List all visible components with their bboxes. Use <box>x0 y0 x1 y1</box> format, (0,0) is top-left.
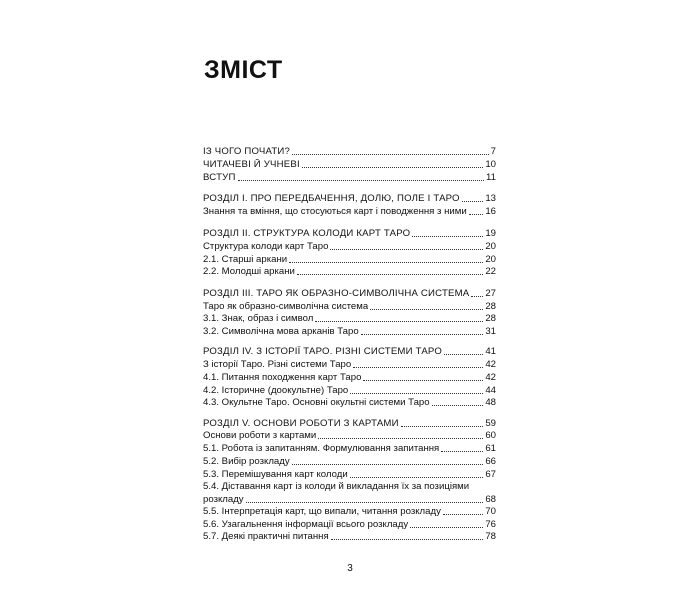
toc-entry-page: 20 <box>485 254 496 265</box>
toc-entry-title: 4.3. Окультне Таро. Основні окультні системи Таро <box>203 397 430 408</box>
toc-leader-dots <box>443 514 483 515</box>
toc-leader-dots <box>315 321 483 322</box>
toc-entry-title: РОЗДІЛ III. ТАРО ЯК ОБРАЗНО-СИМВОЛІЧНА СИСТЕМА <box>203 288 470 299</box>
toc-entry-page: 59 <box>485 418 496 429</box>
toc-entry-page: 41 <box>485 346 496 357</box>
toc-leader-dots <box>462 201 484 202</box>
toc-leader-dots <box>441 451 483 452</box>
toc-entry-title: 5.1. Робота із запитанням. Формулювання запитання <box>203 443 440 454</box>
toc-entry-title: ІЗ ЧОГО ПОЧАТИ? <box>203 146 291 157</box>
toc-entry <box>203 397 496 409</box>
toc-entry <box>203 531 496 543</box>
toc-entry <box>203 172 496 184</box>
toc-entry-page: 67 <box>485 469 496 480</box>
toc-leader-dots <box>412 236 483 237</box>
toc-entry-page: 48 <box>485 397 496 408</box>
toc-entry-page: 66 <box>485 456 496 467</box>
toc-entry-page: 60 <box>485 430 496 441</box>
toc-leader-dots <box>471 296 483 297</box>
toc-leader-dots <box>238 180 484 181</box>
toc-entry <box>203 241 496 253</box>
toc-entry-page: 78 <box>485 531 496 542</box>
toc-entry-page: 70 <box>485 506 496 517</box>
toc-entry-page: 31 <box>485 326 496 337</box>
toc-entry <box>203 469 496 481</box>
toc-leader-dots <box>330 249 483 250</box>
toc-entry-title: 4.1. Питання походження карт Таро <box>203 372 362 383</box>
toc-leader-dots <box>401 426 484 427</box>
toc-entry-page: 22 <box>485 266 496 277</box>
toc-entry-title: 5.4. Діставання карт із колоди й викладання їх за позиціями <box>203 481 470 492</box>
toc-leader-dots <box>361 334 484 335</box>
toc-entry <box>203 301 496 313</box>
toc-leader-dots <box>289 262 483 263</box>
toc-entry <box>203 359 496 371</box>
toc-entry-title: ЧИТАЧЕВІ Й УЧНЕВІ <box>203 159 300 170</box>
toc-entry-page: 27 <box>485 288 496 299</box>
toc-leader-dots <box>350 393 483 394</box>
toc-entry-title: 5.2. Вибір розкладу <box>203 456 290 467</box>
toc-entry-page: 16 <box>485 206 496 217</box>
toc-entry-page: 68 <box>485 494 496 505</box>
toc-entry <box>203 418 496 430</box>
toc-entry-page: 76 <box>485 519 496 530</box>
toc-entry <box>203 326 496 338</box>
toc-entry <box>203 430 496 442</box>
toc-entry-title: 5.7. Деякі практичні питання <box>203 531 329 542</box>
toc-entry <box>203 385 496 397</box>
toc-entry <box>203 266 496 278</box>
toc-entry-title: 5.6. Узагальнення інформації всього розкладу <box>203 519 409 530</box>
toc-entry-page: 61 <box>485 443 496 454</box>
toc-leader-dots <box>297 274 483 275</box>
toc-entry <box>203 506 496 518</box>
toc-entry-page: 42 <box>485 372 496 383</box>
toc-entry <box>203 159 496 171</box>
toc-leader-dots <box>370 309 483 310</box>
toc-entry-title: РОЗДІЛ IV. З ІСТОРІЇ ТАРО. РІЗНІ СИСТЕМИ ТАРО <box>203 346 442 357</box>
toc-leader-dots <box>246 502 484 503</box>
toc-entry <box>203 346 496 358</box>
toc-entry <box>203 313 496 325</box>
toc-entry <box>203 443 496 455</box>
toc-leader-dots <box>410 527 483 528</box>
toc-entry-title: 3.1. Знак, образ і символ <box>203 313 314 324</box>
toc-entry-page: 44 <box>485 385 496 396</box>
toc-entry <box>203 481 496 493</box>
toc-entry <box>203 146 496 158</box>
toc-entry-title: 3.2. Символічна мова арканів Таро <box>203 326 359 337</box>
toc-leader-dots <box>353 367 483 368</box>
toc-entry-page: 28 <box>485 313 496 324</box>
toc-leader-dots <box>469 214 484 215</box>
toc-leader-dots <box>331 539 484 540</box>
toc-entry-page: 19 <box>485 228 496 239</box>
toc-entry-title: ВСТУП <box>203 172 236 183</box>
toc-entry <box>203 193 496 205</box>
toc-entry-title: 4.2. Історичне (доокультне) Таро <box>203 385 349 396</box>
toc-leader-dots <box>432 405 484 406</box>
page-number: 3 <box>347 563 353 574</box>
toc-entry <box>203 254 496 266</box>
toc-entry <box>203 372 496 384</box>
toc-leader-dots <box>363 380 483 381</box>
toc-entry-title: Структура колоди карт Таро <box>203 241 329 252</box>
toc-leader-dots <box>350 477 484 478</box>
page-title: ЗМІСТ <box>204 56 283 84</box>
toc-entry-page: 13 <box>485 193 496 204</box>
toc-entry-page: 20 <box>485 241 496 252</box>
toc-entry <box>203 206 496 218</box>
toc-entry-page: 7 <box>490 146 496 157</box>
toc-entry-title: РОЗДІЛ V. ОСНОВИ РОБОТИ З КАРТАМИ <box>203 418 399 429</box>
toc-entry-page: 10 <box>485 159 496 170</box>
toc-entry-title: 2.2. Молодші аркани <box>203 266 295 277</box>
toc-leader-dots <box>318 438 483 439</box>
toc-leader-dots <box>292 154 489 155</box>
toc-entry-title: 5.5. Інтерпретація карт, що випали, читання розкладу <box>203 506 441 517</box>
toc-entry-title: РОЗДІЛ I. ПРО ПЕРЕДБАЧЕННЯ, ДОЛЮ, ПОЛЕ І ТАРО <box>203 193 460 204</box>
toc-entry-title: 2.1. Старші аркани <box>203 254 288 265</box>
toc-entry-title: розкладу <box>203 494 244 505</box>
toc-leader-dots <box>444 354 483 355</box>
toc-entry-page: 28 <box>485 301 496 312</box>
toc-entry-page: 42 <box>485 359 496 370</box>
toc-entry <box>203 519 496 531</box>
toc-entry <box>203 228 496 240</box>
toc-entry-title: РОЗДІЛ II. СТРУКТУРА КОЛОДИ КАРТ ТАРО <box>203 228 411 239</box>
toc-entry-page: 11 <box>486 172 496 183</box>
toc-entry-title: Основи роботи з картами <box>203 430 317 441</box>
toc-entry <box>203 494 496 506</box>
toc-entry-title: Таро як образно-символічна система <box>203 301 369 312</box>
toc-entry <box>203 288 496 300</box>
toc-entry-title: 5.3. Перемішування карт колоди <box>203 469 348 480</box>
toc-entry <box>203 456 496 468</box>
toc-leader-dots <box>302 167 483 168</box>
toc-entry-title: Знання та вміння, що стосуються карт і поводження з ними <box>203 206 467 217</box>
toc-entry-title: З історії Таро. Різні системи Таро <box>203 359 352 370</box>
toc-leader-dots <box>292 464 484 465</box>
